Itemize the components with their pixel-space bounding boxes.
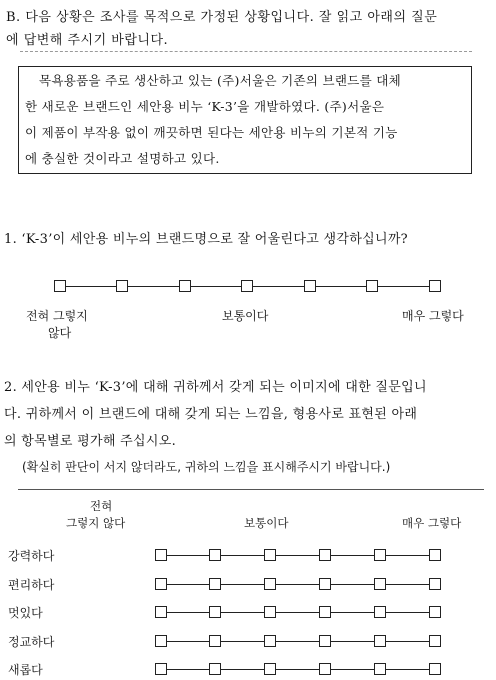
scenario-line-4: 에 충실한 것이라고 설명하고 있다. <box>25 151 220 166</box>
header-left-label-1: 전혀 <box>90 499 113 513</box>
rating-option-6[interactable] <box>429 663 441 675</box>
scenario-line-3: 이 제품이 부작용 없이 깨끗하면 된다는 세안용 비누의 기본적 기능 <box>25 125 398 140</box>
rating-row-label: 멋있다 <box>8 606 43 620</box>
header-left-label-2: 그렇지 않다 <box>66 516 126 530</box>
scale-left-label-2: 않다 <box>48 326 72 340</box>
rating-option-2[interactable] <box>209 635 221 647</box>
rating-option-1[interactable] <box>155 578 167 590</box>
rating-option-2[interactable] <box>209 578 221 590</box>
rating-option-2[interactable] <box>209 549 221 561</box>
rating-option-5[interactable] <box>374 606 386 618</box>
rating-option-4[interactable] <box>319 578 331 590</box>
rating-option-1[interactable] <box>155 549 167 561</box>
rating-option-6[interactable] <box>429 578 441 590</box>
note-underline <box>18 489 484 490</box>
scale-option-5[interactable] <box>304 280 316 292</box>
rating-option-3[interactable] <box>264 606 276 618</box>
rating-option-3[interactable] <box>264 635 276 647</box>
scale-option-3[interactable] <box>179 280 191 292</box>
rating-option-5[interactable] <box>374 635 386 647</box>
rating-option-4[interactable] <box>319 606 331 618</box>
scale-option-4[interactable] <box>241 280 253 292</box>
scale-option-6[interactable] <box>366 280 378 292</box>
scenario-box <box>18 66 472 174</box>
rating-row-label: 편리하다 <box>8 578 55 592</box>
scale-option-1[interactable] <box>54 280 66 292</box>
dashed-divider <box>20 51 472 52</box>
rating-option-2[interactable] <box>209 606 221 618</box>
rating-option-1[interactable] <box>155 663 167 675</box>
rating-row-line <box>161 555 435 556</box>
rating-option-3[interactable] <box>264 663 276 675</box>
scale-option-2[interactable] <box>116 280 128 292</box>
rating-option-6[interactable] <box>429 635 441 647</box>
rating-row-line <box>161 584 435 585</box>
rating-option-1[interactable] <box>155 635 167 647</box>
scale-middle-label: 보통이다 <box>222 309 269 323</box>
rating-row-label: 정교하다 <box>8 635 55 649</box>
rating-option-6[interactable] <box>429 606 441 618</box>
question-1-text: 1. ‘K-3’이 세안용 비누의 브랜드명으로 잘 어울린다고 생각하십니까? <box>4 232 408 247</box>
intro-line-2: 에 답변해 주시기 바랍니다. <box>6 33 169 48</box>
question-2-line-3: 의 항목별로 평가해 주십시오. <box>4 434 177 449</box>
rating-option-5[interactable] <box>374 549 386 561</box>
question-2-line-1: 2. 세안용 비누 ‘K-3’에 대해 귀하께서 갖게 되는 이미지에 대한 질문입니 <box>4 380 427 395</box>
rating-row-label: 강력하다 <box>8 549 55 563</box>
rating-option-3[interactable] <box>264 578 276 590</box>
rating-option-6[interactable] <box>429 549 441 561</box>
scale-option-7[interactable] <box>429 280 441 292</box>
rating-option-4[interactable] <box>319 663 331 675</box>
rating-option-2[interactable] <box>209 663 221 675</box>
rating-option-3[interactable] <box>264 549 276 561</box>
question-2-line-2: 다. 귀하께서 이 브랜드에 대해 갖게 되는 느낌을, 형용사로 표현된 아래 <box>4 407 418 422</box>
header-right-label: 매우 그렇다 <box>402 516 462 530</box>
rating-row-line <box>161 612 435 613</box>
intro-line-1: B. 다음 상황은 조사를 목적으로 가정된 상황입니다. 잘 읽고 아래의 질문 <box>6 10 438 25</box>
scale-left-label: 전혀 그렇지 <box>26 309 88 323</box>
rating-row-line <box>161 641 435 642</box>
rating-option-4[interactable] <box>319 635 331 647</box>
rating-row-label: 새롭다 <box>8 663 43 677</box>
rating-row-line <box>161 669 435 670</box>
rating-option-5[interactable] <box>374 663 386 675</box>
rating-option-5[interactable] <box>374 578 386 590</box>
scenario-line-2: 한 새로운 브랜드인 세안용 비누 ‘K-3’을 개발하였다. (주)서울은 <box>25 99 385 114</box>
scenario-line-1: 목욕용품을 주로 생산하고 있는 (주)서울은 기존의 브랜드를 대체 <box>39 73 402 88</box>
rating-option-1[interactable] <box>155 606 167 618</box>
question-2-note: (확실히 판단이 서지 않더라도, 귀하의 느낌을 표시해주시기 바랍니다.) <box>22 460 391 474</box>
scale-right-label: 매우 그렇다 <box>402 309 464 323</box>
header-middle-label: 보통이다 <box>244 516 289 530</box>
rating-option-4[interactable] <box>319 549 331 561</box>
